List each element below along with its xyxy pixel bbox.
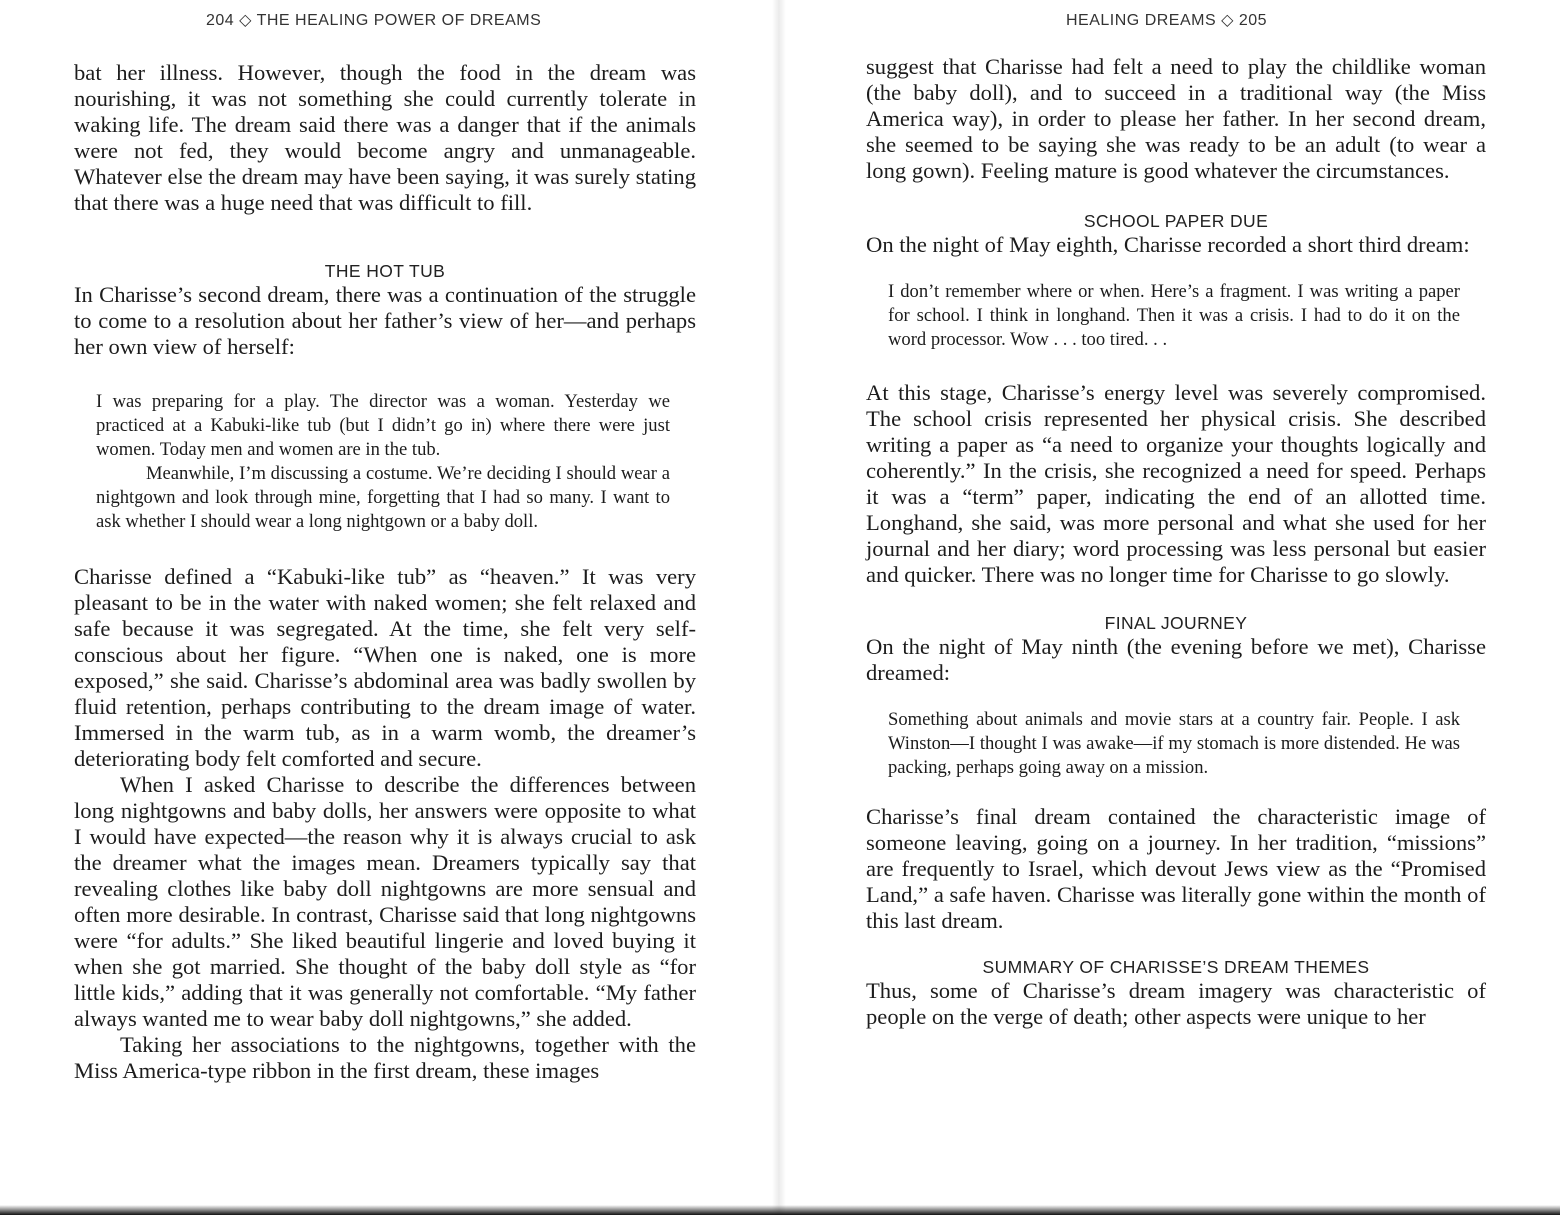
section-heading-hot-tub: THE HOT TUB [324,261,446,281]
section-heading-summary: SUMMARY OF CHARISSE’S DREAM THEMES [982,957,1370,977]
running-head-right: HEALING DREAMS ◇ 205 [1066,12,1268,29]
left-text-column [74,60,696,1084]
section-heading-final-journey: FINAL JOURNEY [1104,613,1248,633]
paragraph: On the night of May eighth, Charisse recorded a short third dream: [866,232,1470,257]
paragraph: Thus, some of Charisse’s dream imagery was characteristic of people on the verge of death; other aspects were unique to her [866,978,1486,1029]
paragraph: On the night of May ninth (the evening before we met), Charisse dreamed: [866,634,1486,685]
paragraph: Charisse’s final dream contained the characteristic image of someone leaving, going on a journey. In her tradition, “missions” are frequently to Israel, which devout Jews view as the “Promised Land,” a safe haven. Charisse was literally gone within the month of this last dream. [866,804,1486,933]
dream-extract: Meanwhile, I’m discussing a costume. We’re deciding I should wear a nightgown and look through mine, forgetting that I had so many. I want to ask whether I should wear a long nightgown or a baby doll. [96,463,670,532]
paragraph: bat her illness. However, though the food in the dream was nourishing, it was not something she could currently tolerate in waking life. The dream said there was a danger that if the animals were not fed, they would become angry and unmanageable. Whatever else the dream may have been saying, it was surely stating that there was a huge need that was difficult to fill. [74,60,696,215]
dream-extract: Something about animals and movie stars at a country fair. People. I ask Winston—I thought I was awake—if my stomach is more distended. He was packing, perhaps going away on a mission. [888,709,1460,778]
page-bottom-edge [0,1205,1560,1215]
dream-extract: I was preparing for a play. The director was a woman. Yesterday we practiced at a Kabuki-like tub (but I didn’t go in) where there were just women. Today men and women are in the tub. [96,391,670,460]
right-text-column [866,54,1486,1030]
paragraph: At this stage, Charisse’s energy level was severely compromised. The school crisis represented her physical crisis. She described writing a paper as “a need to organize your thoughts logically and coherently.” In the crisis, she recognized a need for speed. Perhaps it was a “term” paper, indicating the end of an allotted time. Longhand, she said, was more personal and what she used for her journal and her diary; word processing was less personal but easier and quicker. There was no longer time for Charisse to go slowly. [866,380,1486,587]
paragraph: suggest that Charisse had felt a need to play the childlike woman (the baby doll), and to succeed in a traditional way (the Miss America way), in order to please her father. In her second dream, she seemed to be saying she was ready to be an adult (to wear a long gown). Feeling mature is good whatever the circumstances. [866,54,1486,183]
paragraph: Charisse defined a “Kabuki-like tub” as “heaven.” It was very pleasant to be in the water with naked women; she felt relaxed and safe because it was segregated. At the time, she felt very self-conscious about her figure. “When one is naked, one is more exposed,” she said. Charisse’s abdominal area was badly swollen by fluid retention, perhaps contributing to the dream image of water. Immersed in the warm tub, as in a warm womb, the dreamer’s deteriorating body felt comforted and secure. [74,564,696,771]
right-page [780,0,1560,1215]
paragraph: When I asked Charisse to describe the differences between long nightgowns and baby dolls, her answers were opposite to what I would have expected—the reason why it is always crucial to ask the dreamer what the images mean. Dreamers typically say that revealing clothes like baby doll nightgowns are more sensual and often more desirable. In contrast, Charisse said that long nightgowns were “for adults.” She liked beautiful lingerie and loved buying it when she got married. She thought of the baby doll style as “for little kids,” adding that it was generally not comfortable. “My father always wanted me to wear baby doll nightgowns,” she added. [74,772,696,1031]
paragraph: In Charisse’s second dream, there was a continuation of the struggle to come to a resolution about her father’s view of her—and perhaps her own view of herself: [74,282,696,359]
section-heading-school-paper: SCHOOL PAPER DUE [1083,211,1269,231]
dream-extract: I don’t remember where or when. Here’s a fragment. I was writing a paper for school. I think in longhand. Then it was a crisis. I had to do it on the word processor. Wow . . . too tired. . . [888,281,1460,350]
running-head-left: 204 ◇ THE HEALING POWER OF DREAMS [206,12,542,29]
paragraph: Taking her associations to the nightgowns, together with the Miss America-type ribbon in the first dream, these images [74,1032,696,1083]
